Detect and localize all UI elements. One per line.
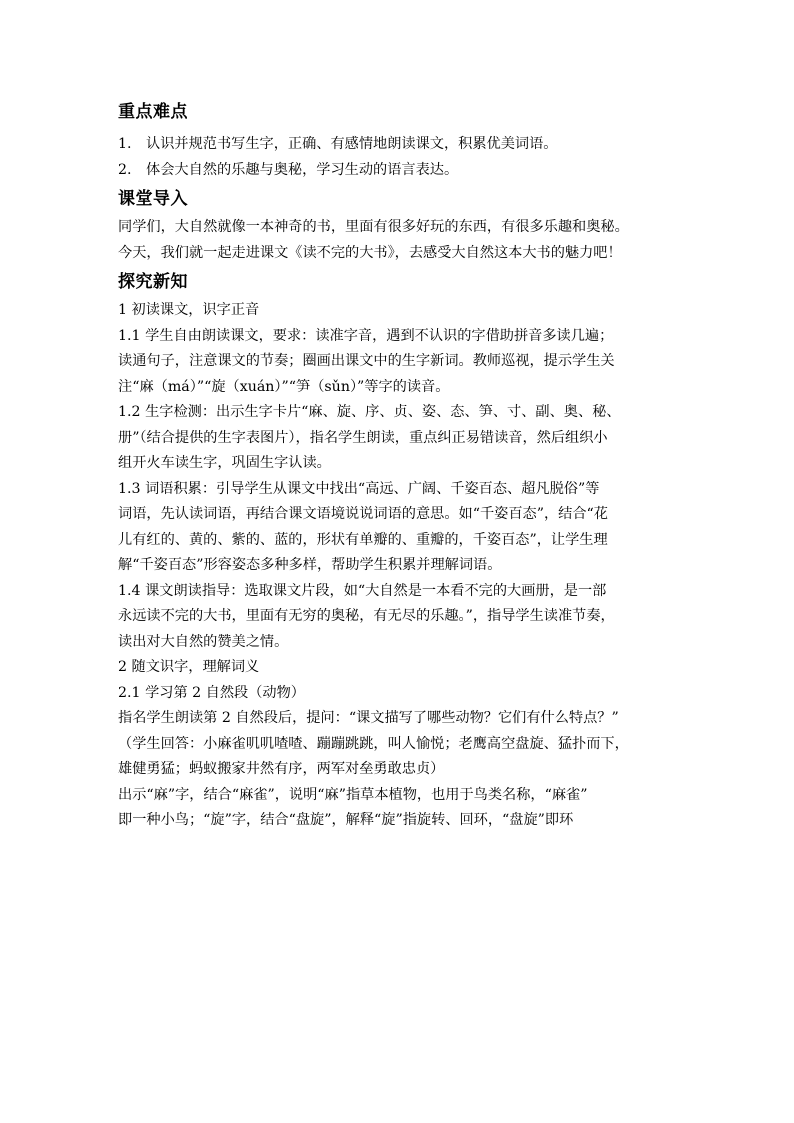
text-line: （学生回答：小麻雀叽叽喳喳、蹦蹦跳跳，叫人愉悦；老鹰高空盘旋、猛扑而下， <box>118 735 629 752</box>
text-line: 读出对大自然的赞美之情。 <box>118 633 289 650</box>
text-line: 雄健勇猛；蚂蚁搬家井然有序，两军对垒勇敢忠贞） <box>118 761 445 777</box>
text-line: 注“麻（má）”“旋（xuán）”“笋（sǔn）”等字的读音。 <box>118 378 450 395</box>
list-text: 认识并规范书写生字，正确、有感情地朗读课文，积累优美词语。 <box>146 136 558 152</box>
key-point-item <box>118 132 683 158</box>
text-line: 解“千姿百态”形容姿态多种多样，帮助学生积累并理解词语。 <box>118 557 502 573</box>
text-line: 即一种小鸟；“旋”字，结合“盘旋”，解释“旋”指旋转、回环，“盘旋”即环 <box>118 812 574 828</box>
list-text: 体会大自然的乐趣与奥秘，学习生动的语言表达。 <box>146 161 459 178</box>
key-point-item <box>118 158 683 184</box>
text-line: 1.2 生字检测：出示生字卡片“麻、旋、序、贞、姿、态、笋、寸、副、奥、秘、 <box>118 404 621 420</box>
text-line: 出示“麻”字，结合“麻雀”，说明“麻”指草本植物，也用于鸟类名称，“麻雀” <box>118 786 588 803</box>
text-line: 组开火车读生字，巩固生字认读。 <box>118 455 331 471</box>
text-line: 今天，我们就一起走进课文《读不完的大书》，去感受大自然这本大书的魅力吧！ <box>118 244 622 261</box>
text-line: 1.3 词语积累：引导学生从课文中找出“高远、广阔、千姿百态、超凡脱俗”等 <box>118 480 600 497</box>
document-page <box>118 100 683 834</box>
text-line: 2.1 学习第 2 自然段（动物） <box>118 684 305 701</box>
text-line: 1 初读课文，识字正音 <box>118 302 260 318</box>
text-line: 1.1 学生自由朗读课文，要求：读准字音，遇到不认识的字借助拼音多读几遍； <box>118 327 614 344</box>
text-line: 永远读不完的大书，里面有无穷的奥秘，有无尽的乐趣。”，指导学生读准节奏， <box>118 608 615 624</box>
text-line: 册”（结合提供的生字表图片），指名学生朗读，重点纠正易错读音，然后组织小 <box>118 429 608 446</box>
heading-explore: 探究新知 <box>118 272 188 292</box>
text-line: 同学们，大自然就像一本神奇的书，里面有很多好玩的东西，有很多乐趣和奥秘。 <box>118 219 629 235</box>
text-line: 读通句子，注意课文的节奏；圈画出课文中的生字新词。教师巡视，提示学生关 <box>118 353 615 369</box>
intro-paragraph <box>118 215 683 266</box>
text-line: 指名学生朗读第 2 自然段后，提问：“课文描写了哪些动物？它们有什么特点？” <box>118 710 619 726</box>
heading-intro: 课堂导入 <box>118 189 188 209</box>
text-line: 词语，先认读词语，再结合课文语境说说词语的意思。如“千姿百态”，结合“花 <box>118 506 608 522</box>
list-number: 1. <box>118 136 132 152</box>
text-line: 2 随文识字，理解词义 <box>118 659 260 675</box>
heading-key-points: 重点难点 <box>118 102 188 122</box>
list-number: 2. <box>118 161 132 178</box>
text-line: 儿有红的、黄的、紫的、蓝的，形状有单瓣的、重瓣的，千姿百态”，让学生理 <box>118 531 608 548</box>
text-line: 1.4 课文朗读指导：选取课文片段，如“大自然是一本看不完的大画册，是一部 <box>118 582 607 599</box>
explore-paragraphs <box>118 298 683 834</box>
